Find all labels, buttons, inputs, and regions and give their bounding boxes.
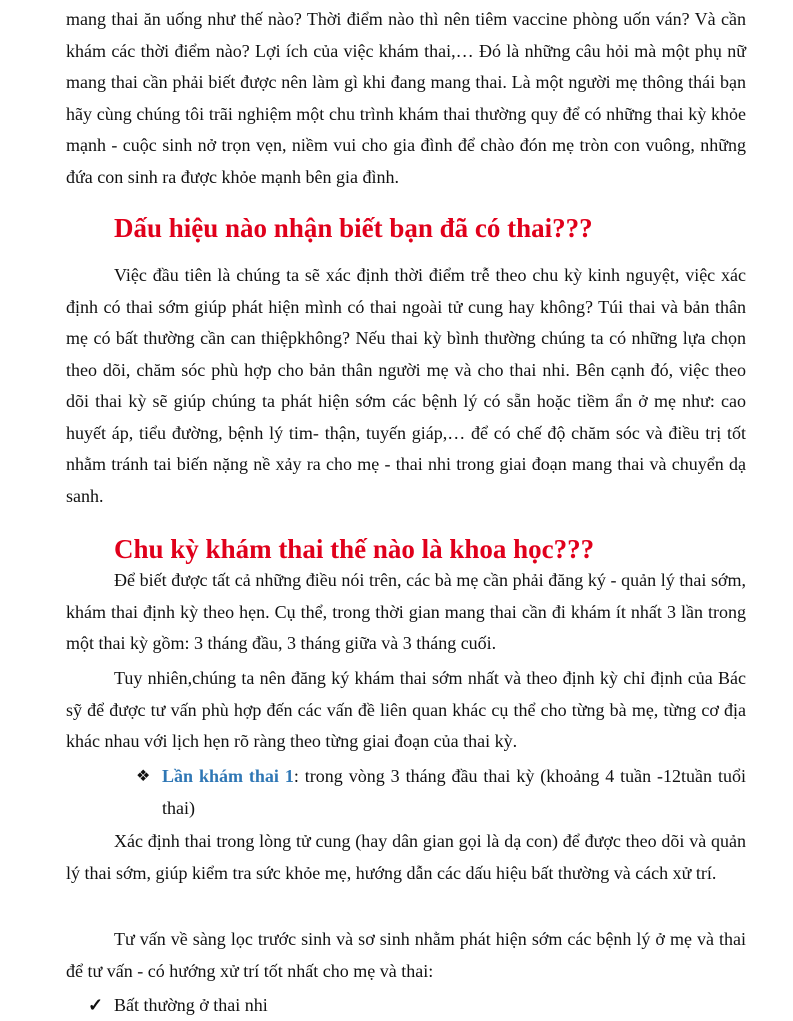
- intro-paragraph: mang thai ăn uống như thế nào? Thời điểm nào thì nên tiêm vaccine phòng uốn ván? Và cần khám các thời điểm nào? Lợi ích của việc khám thai,… Đó là những câu hỏi mà một phụ nữ mang thai cần phải biết được nên làm gì khi đang mang thai. Là một người mẹ thông thái bạn hãy cùng chúng tôi trãi nghiệm một chu trình khám thai thường quy để có những thai kỳ khỏe mạnh - cuộc sinh nở trọn vẹn, niềm vui cho gia đình để chào đón mẹ tròn con vuông, những đứa con sinh ra được khỏe mạnh bên gia đình.: [66, 9, 746, 187]
- prenatal-screening-paragraph: Tư vấn về sàng lọc trước sinh và sơ sinh nhằm phát hiện sớm các bệnh lý ở mẹ và thai để tư vấn - có hướng xử trí tốt nhất cho mẹ và thai:: [66, 929, 746, 981]
- fetal-abnormality-text: Bất thường ở thai nhi: [114, 995, 268, 1015]
- first-exam-title: Lần khám thai 1: [162, 766, 294, 786]
- heading-exam-schedule: Chu kỳ khám thai thế nào là khoa học???: [114, 534, 595, 564]
- pregnancy-signs-paragraph: Việc đầu tiên là chúng ta sẽ xác định thời điểm trễ theo chu kỳ kinh nguyệt, việc xác định có thai sớm giúp phát hiện mình có thai ngoài tử cung hay không? Túi thai và bản thân mẹ có bất thường cần can thiệpkhông? Nếu thai kỳ bình thường chúng ta có những lựa chọn theo dõi, chăm sóc phù hợp cho bản thân người mẹ và cho thai nhi. Bên cạnh đó, việc theo dõi thai kỳ sẽ giúp chúng ta phát hiện sớm các bệnh lý có sẵn hoặc tiềm ẩn ở mẹ như: cao huyết áp, tiểu đường, bệnh lý tim- thận, tuyến giáp,… để có chế độ chăm sóc và điều trị tốt nhằm tránh tai biến nặng nề xảy ra cho mẹ - thai nhi trong giai đoạn mang thai và chuyển dạ sanh.: [66, 265, 746, 506]
- checkmark-icon: ✓: [88, 995, 104, 1015]
- exam-schedule-paragraph: Để biết được tất cả những điều nói trên, các bà mẹ cần phải đăng ký - quản lý thai sớm, khám thai định kỳ theo hẹn. Cụ thể, trong thời gian mang thai cần đi khám ít nhất 3 lần trong một thai kỳ gồm: 3 tháng đầu, 3 tháng giữa và 3 tháng cuối.: [66, 570, 746, 653]
- diamond-bullet-icon: ❖: [136, 768, 151, 785]
- list-item-first-exam: [136, 761, 746, 824]
- heading-pregnancy-signs: Dấu hiệu nào nhận biết bạn đã có thai???: [114, 213, 593, 243]
- confirm-pregnancy-paragraph: Xác định thai trong lòng tử cung (hay dân gian gọi là dạ con) để được theo dõi và quản lý thai sớm, giúp kiểm tra sức khỏe mẹ, hướng dẫn các dấu hiệu bất thường và cách xử trí.: [66, 831, 746, 883]
- first-exam-text: [136, 761, 746, 824]
- early-registration-paragraph: Tuy nhiên,chúng ta nên đăng ký khám thai sớm nhất và theo định kỳ chỉ định của Bác sỹ để được tư vấn phù hợp đến các vấn đề liên quan khác cụ thể cho từng bà mẹ, từng cơ địa khác nhau với lịch hẹn rõ ràng theo từng giai đoạn của thai kỳ.: [66, 668, 746, 751]
- first-exam-description: : trong vòng 3 tháng đầu thai kỳ (khoảng 4 tuần -12tuần tuổi thai): [162, 766, 746, 818]
- list-item-fetal-abnormality: [88, 990, 268, 1021]
